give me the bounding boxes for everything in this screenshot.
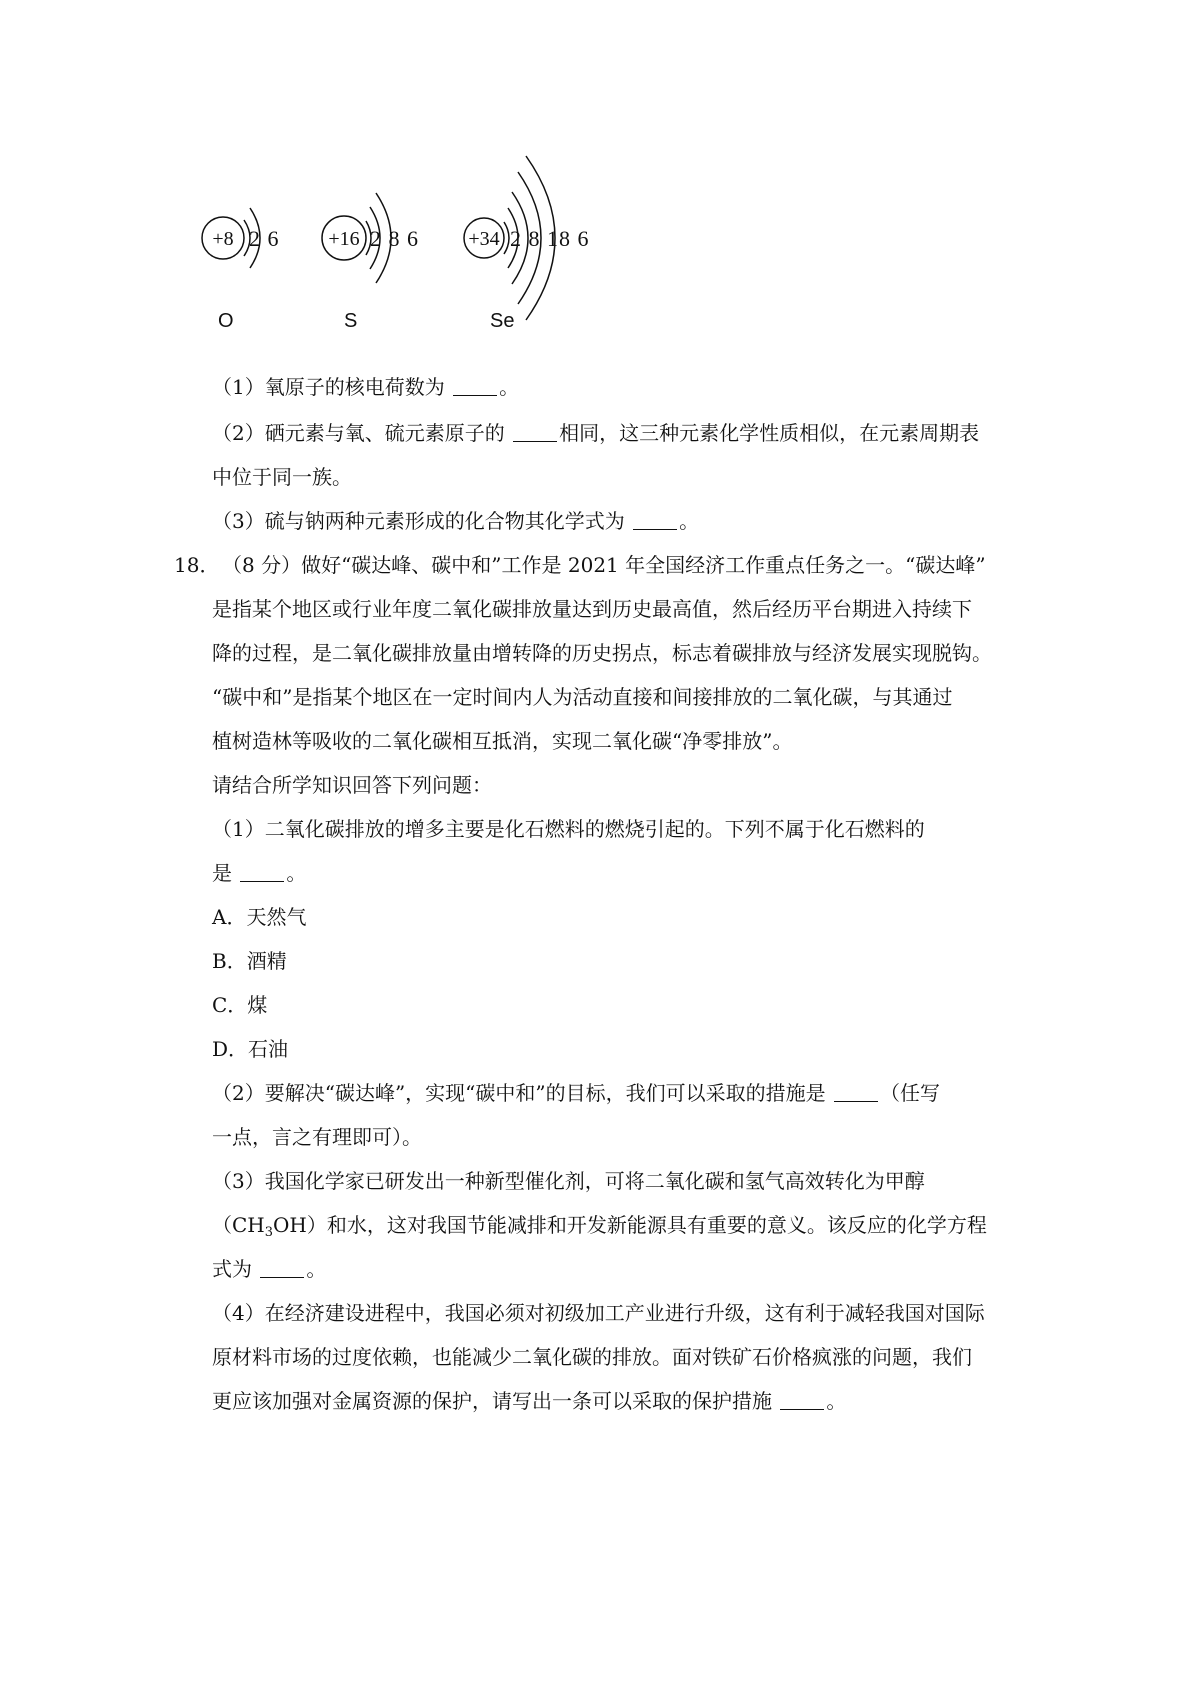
- q17-part1: （1）氧原子的核电荷数为 。: [212, 375, 520, 399]
- q18-part3-line2: $(CH_3OH)$和水，这对我国节能减排和开发新能源具有重要的意义。该反应的化学方程: [212, 1213, 987, 1240]
- element-symbol-o: O: [218, 310, 234, 332]
- sulfur-atom-diagram: [320, 165, 440, 305]
- nucleus-charge: +8: [212, 228, 234, 250]
- answer-blank[interactable]: [260, 1259, 304, 1278]
- question-number-18: 18．: [174, 553, 220, 577]
- q18-part4-line1: （4）在经济建设进程中，我国必须对初级加工产业进行升级，这有利于减轻我国对国际: [212, 1301, 985, 1325]
- option-b: B．酒精: [212, 949, 287, 973]
- selenium-atom-diagram: [460, 150, 600, 330]
- nucleus-charge: +34: [468, 228, 500, 250]
- oxygen-atom-diagram: [200, 180, 300, 290]
- q18-intro-line5: 植树造林等吸收的二氧化碳相互抵消，实现二氧化碳“净零排放”。: [212, 729, 793, 753]
- q18-part3-line3: 式为 。: [212, 1257, 327, 1281]
- q17-part3: （3）硫与钠两种元素形成的化合物其化学式为 。: [212, 509, 700, 533]
- q18-intro-line3: 降的过程，是二氧化碳排放量由增转降的历史拐点，标志着碳排放与经济发展实现脱钩。: [212, 641, 992, 665]
- q18-intro-line2: 是指某个地区或行业年度二氧化碳排放量达到历史最高值，然后经历平台期进入持续下: [212, 597, 972, 621]
- answer-blank[interactable]: [834, 1083, 878, 1102]
- q18-part1-line1: （1）二氧化碳排放的增多主要是化石燃料的燃烧引起的。下列不属于化石燃料的: [212, 817, 925, 841]
- option-d: D．石油: [212, 1037, 289, 1061]
- answer-blank[interactable]: [453, 377, 497, 396]
- q17-part2-line2: 中位于同一族。: [212, 465, 352, 489]
- answer-blank[interactable]: [633, 511, 677, 530]
- q18-part2-line1: （2）要解决“碳达峰”，实现“碳中和”的目标，我们可以采取的措施是 （任写: [212, 1081, 940, 1105]
- q18-instruction: 请结合所学知识回答下列问题：: [212, 773, 492, 797]
- q18-intro-line4: “碳中和”是指某个地区在一定时间内人为活动直接和间接排放的二氧化碳，与其通过: [212, 685, 953, 709]
- option-c: C．煤: [212, 993, 268, 1017]
- answer-blank[interactable]: [780, 1391, 824, 1410]
- q18-part2-line2: 一点，言之有理即可）。: [212, 1125, 422, 1149]
- q18-part4-line2: 原材料市场的过度依赖，也能减少二氧化碳的排放。面对铁矿石价格疯涨的问题，我们: [212, 1345, 972, 1369]
- element-symbol-se: Se: [490, 310, 515, 332]
- electron-counts: 2 8 18 6: [510, 226, 590, 251]
- electron-counts: 2 6: [249, 226, 280, 251]
- option-a: A．天然气: [212, 905, 307, 929]
- q18-intro-line1: （8 分）做好“碳达峰、碳中和”工作是 2021 年全国经济工作重点任务之一。“碳达峰”: [222, 553, 986, 577]
- q18-part1-line2: 是 。: [212, 861, 307, 885]
- answer-blank[interactable]: [240, 863, 284, 882]
- nucleus-charge: +16: [328, 228, 360, 250]
- answer-blank[interactable]: [513, 423, 557, 442]
- element-symbol-s: S: [344, 310, 358, 332]
- q18-part4-line3: 更应该加强对金属资源的保护，请写出一条可以采取的保护措施 。: [212, 1389, 847, 1413]
- electron-counts: 2 8 6: [370, 226, 419, 251]
- q18-part3-line1: （3）我国化学家已研发出一种新型催化剂，可将二氧化碳和氢气高效转化为甲醇: [212, 1169, 925, 1193]
- q17-part2-line1: （2）硒元素与氧、硫元素原子的 相同，这三种元素化学性质相似，在元素周期表: [212, 421, 980, 445]
